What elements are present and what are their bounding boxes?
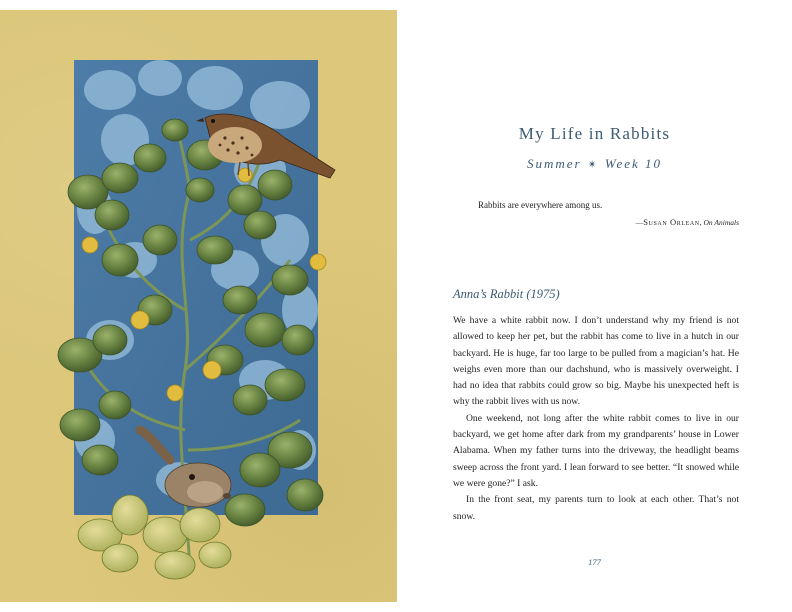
text-page [397, 0, 792, 612]
collage-illustration [0, 10, 397, 602]
section-heading: Anna’s Rabbit (1975) [453, 287, 560, 301]
epigraph-attribution: —Susan Orlean, On Animals [635, 217, 739, 227]
book-title: My Life in Rabbits [518, 124, 671, 143]
subtitle-season: Summer [526, 156, 582, 171]
epigraph-author: Susan Orlean [643, 217, 700, 227]
page-number: 177 [588, 557, 601, 567]
paragraph: In the front seat, my parents turn to look at each other. That’s not snow. [453, 494, 739, 522]
epigraph-quote: Rabbits are everywhere among us. [478, 200, 603, 210]
illustration-page [0, 10, 397, 602]
chapter-subtitle [397, 156, 792, 172]
paragraph: We have a white rabbit now. I don’t understand why my friend is not allowed to keep her pet, but the rabbit has come to live in a hutch in our backyard. He is huge, far too large to be pulled from a magician’s hat. He weighs even more than our dachshund, who is massively overweight. I had no idea that rabbits could grow so big. Maybe his unexpected heft is why the rabbit lives with us now. [453, 315, 739, 408]
body-text [453, 313, 739, 525]
subtitle-week: Week 10 [604, 156, 663, 171]
star-separator-icon: ✴ [587, 159, 599, 171]
paragraph: One weekend, not long after the white rabbit comes to live in our backyard, we get home after dark from my grandparents’ house in Lower Alabama. When my father turns into the driveway, the headlight beams sweep across the front yard. I lean forward to see better. “It snowed while we were gone?” I ask. [453, 412, 739, 489]
attribution-dash: — [635, 218, 644, 227]
epigraph-work: On Animals [703, 218, 739, 227]
